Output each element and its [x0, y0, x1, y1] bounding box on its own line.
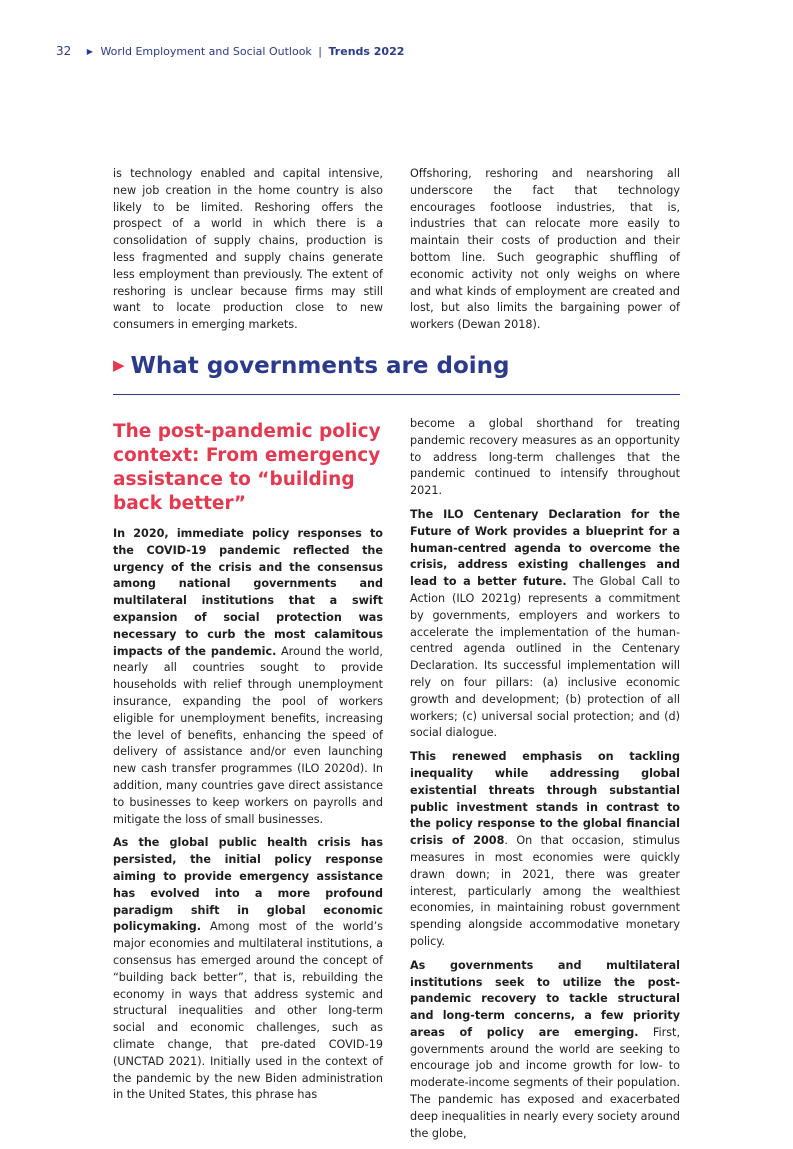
edition-label: Trends 2022: [328, 45, 405, 58]
lead-in-bold: As governments and multilateral institutions seek to utilize the post-pandemic recovery to tackle structural and long-term concerns, a few priority areas of policy are emerging.: [410, 958, 680, 1039]
publication-title: World Employment and Social Outlook: [100, 45, 312, 58]
paragraph: is technology enabled and capital intensive, new job creation in the home country is also likely to be limited. Reshoring offers the prospect of a world in which there is a consolidation of supply chains, production is less fragmented and supply chains generate less employment than previously. The extent of reshoring is unclear because firms may still want to locate production close to new consumers in emerging markets.: [113, 167, 383, 332]
lead-in-bold: This renewed emphasis on tackling inequality while addressing global existential threats through substantial public investment stands in contrast to the policy response to the global financial crisis of 2008: [410, 750, 680, 848]
subheading: The post-pandemic policy context: From emergency assistance to “building back better”: [113, 421, 381, 514]
body-text: First, governments around the world are seeking to encourage job and income growth for low- to moderate-income segments of their population. The pandemic has exposed and exacerbated deep inequalities in nearly every society around the globe,: [410, 1025, 680, 1140]
lead-in-bold: In 2020, immediate policy responses to the COVID-19 pandemic reflected the urgency of the crisis and the consensus among national governments and multilateral institutions that a swift expansion of social protection was necessary to curb the most calamitous impacts of the pandemic.: [113, 527, 383, 658]
paragraph: become a global shorthand for treating pandemic recovery measures as an opportunity to address long-term challenges that the pandemic continued to intensify throughout 2021.: [410, 417, 680, 498]
lead-in-bold: The ILO Centenary Declaration for the Future of Work provides a blueprint for a human-centred agenda to overcome the crisis, address existing challenges and lead to a better future.: [410, 507, 680, 589]
body-text: Among most of the world’s major economies and multilateral institutions, a consensus has emerged around the concept of “building back better”, that is, rebuilding the economy in ways that address systemic and structural inequalities and other long-term social and economic challenges, such as climate change, that pre-dated COVID-19 (UNCTAD 2021). Initially used in the context of the pandemic by the new Biden administration in the United States, this phrase has: [113, 920, 383, 1102]
top-right-column: [410, 166, 680, 341]
header-separator: |: [318, 45, 323, 58]
body-text: Around the world, nearly all countries sought to provide households with relief through unemployment insurance, expanding the pool of workers eligible for unemployment benefits, increasing the level of benefits, enhancing the speed of delivery of assistance and/or even launching new cash transfer programmes (ILO 2020d). In addition, many countries gave direct assistance to businesses to keep workers on payrolls and mitigate the loss of small businesses.: [113, 644, 383, 826]
lower-left-column: [113, 420, 383, 1111]
section-heading: [113, 353, 509, 379]
section-divider: [113, 394, 680, 395]
paragraph: [113, 526, 383, 828]
paragraph: [410, 507, 680, 742]
triangle-right-icon: ▶: [86, 47, 93, 56]
running-header: [56, 44, 404, 58]
body-text: The Global Call to Action (ILO 2021g) represents a commitment by governments, employers and workers to accelerate the implementation of the human-centred agenda outlined in the Centenary Declaration. Its successful implementation will rely on four pillars: (a) inclusive economic growth and development; (b) protection of all workers; (c) universal social protection; and (d) social dialogue.: [410, 575, 680, 740]
body-text: . On that occasion, stimulus measures in most economies were quickly drawn down; in 2021, there was greater interest, particularly among the wealthiest economies, in maintaining robust government spending alongside accommodative monetary policy.: [410, 834, 680, 948]
paragraph: [113, 835, 383, 1104]
paragraph: Offshoring, reshoring and nearshoring all underscore the fact that technology encourages footloose industries, that is, industries that can relocate more easily to maintain their costs of production and their bottom line. Such geographic shuffling of economic activity not only weighs on where and what kinds of employment are created and lost, but also limits the bargaining power of workers (Dewan 2018).: [410, 167, 680, 332]
lead-in-bold: As the global public health crisis has persisted, the initial policy response aiming to provide emergency assistance has evolved into a more profound paradigm shift in global economic policymaking.: [113, 836, 383, 934]
section-title: What governments are doing: [130, 353, 510, 379]
paragraph: [410, 958, 680, 1143]
page-number: 32: [56, 44, 72, 58]
top-left-column: [113, 166, 383, 341]
paragraph: [410, 749, 680, 951]
triangle-right-icon: ▶: [113, 356, 125, 374]
lower-right-column: [410, 416, 680, 1149]
